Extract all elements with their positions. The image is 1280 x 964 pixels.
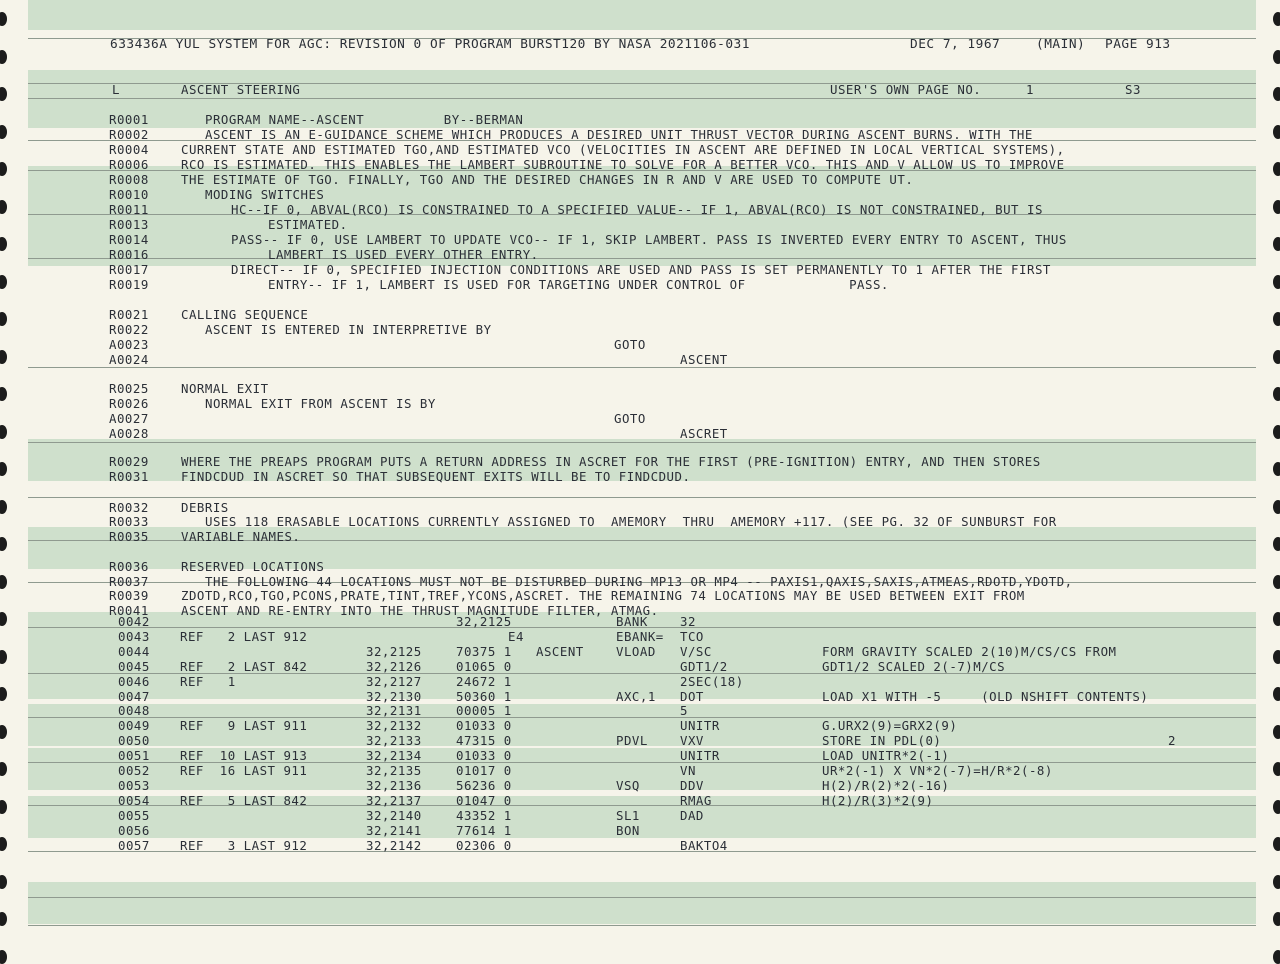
code-operand: UNITR [680, 748, 720, 764]
code-data: 43352 1 [456, 807, 512, 823]
feed-hole [1273, 687, 1280, 701]
code-line: 0056 [118, 822, 150, 838]
code-label: ASCENT [536, 643, 584, 659]
log-section-mark: L [112, 82, 120, 97]
feed-hole [1273, 425, 1280, 439]
line-id: R0017 [109, 262, 149, 277]
routine-code: S3 [1125, 82, 1141, 97]
line-id: A0023 [109, 337, 149, 352]
code-op: VSQ [616, 777, 640, 793]
feed-hole [1273, 462, 1280, 476]
feed-hole [1273, 312, 1280, 326]
listing-text: MODING SWITCHES [205, 187, 325, 202]
listing-text: CURRENT STATE AND ESTIMATED TGO,AND ESTIMATED VCO (VELOCITIES IN ASCENT ARE DEFINED IN LOCAL VERTICAL SYSTEMS), [181, 142, 1065, 157]
code-comment: UR*2(-1) X VN*2(-7)=H/R*2(-8) [822, 763, 1053, 778]
feed-hole [0, 650, 7, 664]
line-id: R0014 [109, 232, 149, 247]
feed-hole [0, 387, 7, 401]
line-id: R0025 [109, 381, 149, 396]
code-line: 0057 [118, 837, 150, 853]
listing-text: PASS-- IF 0, USE LAMBERT TO UPDATE VCO-- IF 1, SKIP LAMBERT. PASS IS INVERTED EVERY ENTRY TO ASCENT, THUS [231, 232, 1067, 247]
listing-section: (MAIN) [1036, 37, 1086, 52]
listing-text: HC--IF 0, ABVAL(RCO) IS CONSTRAINED TO A SPECIFIED VALUE-- IF 1, ABVAL(RCO) IS NOT CONSTRAINED, BUT IS [231, 202, 1043, 217]
code-operand: TCO [680, 628, 704, 644]
code-comment: FORM GRAVITY SCALED 2(10)M/CS/CS FROM [822, 643, 1117, 659]
perforation-rule [28, 367, 1256, 368]
feed-hole [0, 500, 7, 514]
listing-title: 633436A YUL SYSTEM FOR AGC: REVISION 0 OF PROGRAM BURST120 BY NASA 2021106-031 [110, 37, 750, 52]
feed-hole [1273, 837, 1280, 851]
line-id: R0004 [109, 142, 149, 157]
feed-hole [1273, 725, 1280, 739]
code-operand: RMAG [680, 792, 712, 808]
feed-hole [0, 50, 7, 64]
line-id: A0027 [109, 411, 149, 426]
feed-hole [1273, 575, 1280, 589]
code-comment: STORE IN PDL(0) [822, 733, 942, 749]
line-id: R0019 [109, 277, 149, 292]
code-operand: BAKTO4 [680, 837, 728, 853]
feed-hole [1273, 12, 1280, 26]
line-id: R0041 [109, 603, 149, 618]
feed-hole [0, 237, 7, 251]
code-op: SL1 [616, 807, 640, 823]
line-id: R0006 [109, 157, 149, 172]
feed-hole [1273, 650, 1280, 664]
code-line: 0043 [118, 628, 150, 644]
feed-hole [0, 312, 7, 326]
code-data: 01017 0 [456, 763, 512, 778]
code-line: 0055 [118, 807, 150, 823]
code-op: EBANK= [616, 628, 664, 644]
line-id: R0022 [109, 322, 149, 337]
code-comment: LOAD UNITR*2(-1) [822, 748, 950, 764]
code-data: 01065 0 [456, 658, 512, 674]
code-line: 0048 [118, 703, 150, 719]
code-addr: 32,2140 [366, 807, 422, 823]
code-operand: 5 [680, 703, 688, 719]
feed-hole [0, 275, 7, 289]
code-comment: H(2)/R(3)*2(9) [822, 792, 934, 808]
code-data: 32,2125 [456, 614, 512, 629]
listing-text: CALLING SEQUENCE [181, 307, 309, 322]
line-id: R0039 [109, 588, 149, 603]
feed-hole [1273, 612, 1280, 626]
feed-hole [0, 875, 7, 889]
code-operand: VN [680, 763, 696, 778]
feed-hole [1273, 762, 1280, 776]
line-id: R0016 [109, 247, 149, 262]
code-addr: 32,2137 [366, 792, 422, 808]
feed-hole [0, 162, 7, 176]
feed-hole [0, 425, 7, 439]
code-operand: VXV [680, 733, 704, 749]
perforation-rule [28, 442, 1256, 443]
code-addr: 32,2130 [366, 688, 422, 704]
code-data: 01033 0 [456, 748, 512, 764]
code-operand: 2SEC(18) [680, 673, 744, 689]
feed-hole [0, 612, 7, 626]
code-line: 0042 [118, 614, 150, 629]
code-data: 01047 0 [456, 792, 512, 808]
feed-hole [0, 912, 7, 926]
feed-hole [0, 537, 7, 551]
code-comment: G.URX2(9)=GRX2(9) [822, 718, 958, 734]
code-ref: REF 16 LAST 911 [180, 763, 308, 778]
line-id: R0037 [109, 574, 149, 589]
code-comment: LOAD X1 WITH -5 (OLD NSHIFT CONTENTS) [822, 688, 1149, 704]
code-addr: 32,2136 [366, 777, 422, 793]
feed-hole [0, 950, 7, 964]
line-id: R0002 [109, 127, 149, 142]
code-op: AXC,1 [616, 688, 656, 704]
feed-hole [1273, 912, 1280, 926]
code-data: E4 [508, 628, 524, 644]
code-addr: 32,2142 [366, 837, 422, 853]
code-op: PDVL [616, 733, 648, 749]
listing-text: ZDOTD,RCO,TGO,PCONS,PRATE,TINT,TREF,YCONS,ASCRET. THE REMAINING 74 LOCATIONS MAY BE USED BETWEEN EXIT FROM [181, 588, 1025, 603]
listing-text: VARIABLE NAMES. [181, 529, 301, 544]
code-comment: GDT1/2 SCALED 2(-7)M/CS [822, 658, 1006, 674]
line-id: R0011 [109, 202, 149, 217]
feed-hole [0, 800, 7, 814]
line-id: A0028 [109, 426, 149, 441]
listing-text: PROGRAM NAME--ASCENT BY--BERMAN [205, 112, 524, 127]
line-id: R0008 [109, 172, 149, 187]
feed-hole [0, 462, 7, 476]
listing-text: GOTO [614, 411, 646, 426]
perforation-rule [28, 497, 1256, 498]
perforation-rule [28, 925, 1256, 926]
listing-page-number: PAGE 913 [1105, 37, 1171, 52]
feed-hole [0, 87, 7, 101]
code-ref: REF 3 LAST 912 [180, 837, 308, 853]
code-data: 56236 0 [456, 777, 512, 793]
feed-hole [1273, 875, 1280, 889]
feed-hole [0, 200, 7, 214]
listing-date: DEC 7, 1967 [910, 37, 1001, 52]
feed-hole [1273, 87, 1280, 101]
listing-text: NORMAL EXIT [181, 381, 269, 396]
code-operand: 32 [680, 614, 696, 629]
listing-text: ASCENT IS AN E-GUIDANCE SCHEME WHICH PRODUCES A DESIRED UNIT THRUST VECTOR DURING ASCENT BURNS. WITH THE [205, 127, 1033, 142]
listing-text: DIRECT-- IF 0, SPECIFIED INJECTION CONDITIONS ARE USED AND PASS IS SET PERMANENTLY TO 1 AFTER THE FIRST [231, 262, 1051, 277]
code-operand: UNITR [680, 718, 720, 734]
feed-hole [0, 725, 7, 739]
code-addr: 32,2127 [366, 673, 422, 689]
code-operand: V/SC [680, 643, 712, 659]
code-extra: 2 [1168, 733, 1176, 749]
feed-hole [1273, 350, 1280, 364]
code-addr: 32,2131 [366, 703, 422, 719]
code-line: 0049 [118, 718, 150, 734]
user-page-label: USER'S OWN PAGE NO. [830, 82, 982, 97]
feed-hole [0, 575, 7, 589]
line-id: R0026 [109, 396, 149, 411]
greenbar-band [28, 882, 1256, 924]
code-addr: 32,2134 [366, 748, 422, 764]
listing-text: THE ESTIMATE OF TGO. FINALLY, TGO AND THE DESIRED CHANGES IN R AND V ARE USED TO COMPUTE UT. [181, 172, 914, 187]
code-data: 24672 1 [456, 673, 512, 689]
code-operand: GDT1/2 [680, 658, 728, 674]
listing-text: RESERVED LOCATIONS [181, 559, 325, 574]
code-line: 0045 [118, 658, 150, 674]
line-id: R0035 [109, 529, 149, 544]
feed-hole [1273, 500, 1280, 514]
code-operand: DDV [680, 777, 704, 793]
code-ref: REF 10 LAST 913 [180, 748, 308, 764]
code-operand: DAD [680, 807, 704, 823]
code-line: 0053 [118, 777, 150, 793]
line-id: R0021 [109, 307, 149, 322]
listing-text: THE FOLLOWING 44 LOCATIONS MUST NOT BE DISTURBED DURING MP13 OR MP4 -- PAXIS1,QAXIS,SAXIS,ATMEAS,RDOTD,YDOTD, [205, 574, 1073, 589]
feed-hole [1273, 50, 1280, 64]
feed-hole [0, 687, 7, 701]
feed-hole [0, 350, 7, 364]
code-line: 0046 [118, 673, 150, 689]
code-line: 0054 [118, 792, 150, 808]
perforation-rule [28, 897, 1256, 898]
code-line: 0044 [118, 643, 150, 659]
feed-hole [1273, 125, 1280, 139]
feed-hole [0, 12, 7, 26]
listing-text: NORMAL EXIT FROM ASCENT IS BY [205, 396, 436, 411]
listing-text: ESTIMATED. [268, 217, 348, 232]
code-ref: REF 2 LAST 912 [180, 628, 308, 644]
perforation-rule [28, 258, 1256, 259]
line-id: R0033 [109, 514, 149, 529]
code-operand: DOT [680, 688, 704, 704]
greenbar-band [28, 0, 1256, 30]
code-data: 50360 1 [456, 688, 512, 704]
code-op: BANK [616, 614, 648, 629]
listing-text: USES 118 ERASABLE LOCATIONS CURRENTLY ASSIGNED TO AMEMORY THRU AMEMORY +117. (SEE PG. 32 OF SUNBURST FOR [205, 514, 1057, 529]
code-addr: 32,2133 [366, 733, 422, 749]
listing-text: ASCRET [680, 426, 728, 441]
code-data: 70375 1 [456, 643, 512, 659]
code-ref: REF 2 LAST 842 [180, 658, 308, 674]
code-addr: 32,2135 [366, 763, 422, 778]
line-id: R0029 [109, 454, 149, 469]
feed-hole [0, 837, 7, 851]
feed-hole [1273, 237, 1280, 251]
listing-text: ASCENT AND RE-ENTRY INTO THE THRUST MAGNITUDE FILTER, ATMAG. [181, 603, 659, 618]
line-id: R0001 [109, 112, 149, 127]
code-addr: 32,2141 [366, 822, 422, 838]
code-data: 01033 0 [456, 718, 512, 734]
listing-text: WHERE THE PREAPS PROGRAM PUTS A RETURN ADDRESS IN ASCRET FOR THE FIRST (PRE-IGNITION) ENTRY, AND THEN STORES [181, 454, 1041, 469]
perforation-rule [28, 98, 1256, 99]
code-comment: H(2)/R(2)*2(-16) [822, 777, 950, 793]
code-line: 0050 [118, 733, 150, 749]
routine-title: ASCENT STEERING [181, 82, 301, 97]
feed-hole [1273, 162, 1280, 176]
listing-text: DEBRIS [181, 500, 229, 515]
code-ref: REF 5 LAST 842 [180, 792, 308, 808]
feed-hole [1273, 200, 1280, 214]
listing-text: ENTRY-- IF 1, LAMBERT IS USED FOR TARGETING UNDER CONTROL OF PASS. [268, 277, 889, 292]
line-id: R0010 [109, 187, 149, 202]
listing-text: FINDCDUD IN ASCRET SO THAT SUBSEQUENT EXITS WILL BE TO FINDCDUD. [181, 469, 691, 484]
code-data: 00005 1 [456, 703, 512, 719]
code-ref: REF 1 [180, 673, 236, 689]
user-page-number: 1 [1026, 82, 1034, 97]
feed-hole [1273, 275, 1280, 289]
code-addr: 32,2125 [366, 643, 422, 659]
listing-text: ASCENT [680, 352, 728, 367]
code-ref: REF 9 LAST 911 [180, 718, 308, 734]
listing-text: RCO IS ESTIMATED. THIS ENABLES THE LAMBERT SUBROUTINE TO SOLVE FOR A BETTER VCO. THIS AND V ALLOW US TO IMPROVE [181, 157, 1065, 172]
code-addr: 32,2132 [366, 718, 422, 734]
code-line: 0051 [118, 748, 150, 764]
code-addr: 32,2126 [366, 658, 422, 674]
feed-hole [0, 762, 7, 776]
feed-hole [0, 125, 7, 139]
listing-text: ASCENT IS ENTERED IN INTERPRETIVE BY [205, 322, 492, 337]
code-op: BON [616, 822, 640, 838]
code-data: 47315 0 [456, 733, 512, 749]
code-line: 0052 [118, 763, 150, 778]
listing-text: LAMBERT IS USED EVERY OTHER ENTRY. [268, 247, 539, 262]
feed-hole [1273, 950, 1280, 964]
line-id: A0024 [109, 352, 149, 367]
line-id: R0036 [109, 559, 149, 574]
feed-hole [1273, 537, 1280, 551]
code-data: 02306 0 [456, 837, 512, 853]
code-line: 0047 [118, 688, 150, 704]
code-op: VLOAD [616, 643, 656, 659]
line-id: R0013 [109, 217, 149, 232]
listing-text: GOTO [614, 337, 646, 352]
code-data: 77614 1 [456, 822, 512, 838]
line-id: R0031 [109, 469, 149, 484]
feed-hole [1273, 800, 1280, 814]
feed-hole [1273, 387, 1280, 401]
line-id: R0032 [109, 500, 149, 515]
